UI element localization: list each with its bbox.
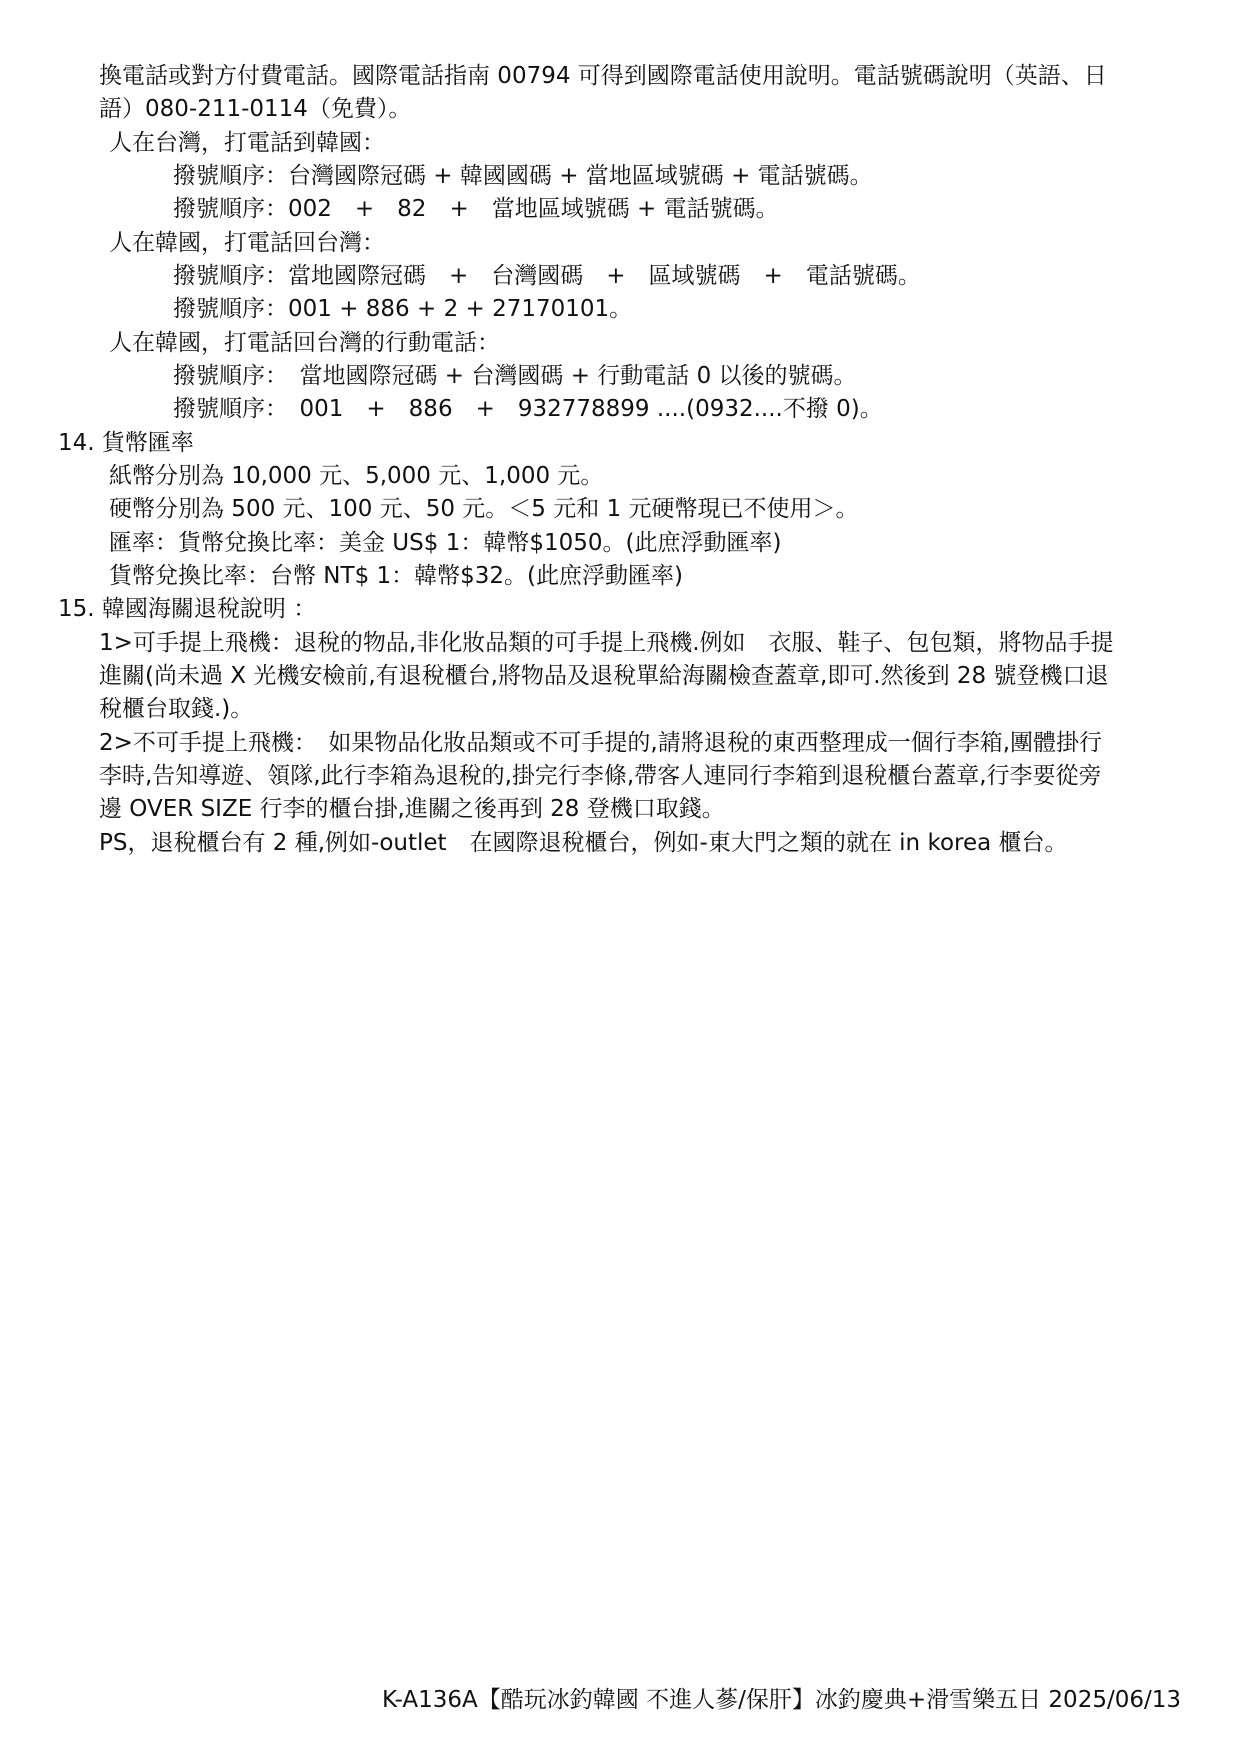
subheading-korea-to-taiwan: 人在韓國，打電話回台灣：	[109, 230, 385, 256]
section-heading-tax-refund: 15. 韓國海關退稅說明 ：	[58, 596, 317, 622]
tax-refund-line: 1>可手提上飛機：退稅的物品,非化妝品類的可手提上飛機.例如 衣服、鞋子、包包類，將物品手提	[99, 630, 1114, 656]
tax-refund-line: 稅櫃台取錢.)。	[99, 696, 254, 722]
dial-sequence-line: 撥號順序：當地國際冠碼 + 台灣國碼 + 區域號碼 + 電話號碼。	[173, 263, 921, 289]
currency-line: 貨幣兌換比率：台幣 NT$ 1：韓幣$32。(此庶浮動匯率)	[109, 563, 683, 589]
page-footer: K-A136A【酷玩冰釣韓國 不進人蔘/保肝】冰釣慶典+滑雪樂五日 2025/06/13	[381, 1687, 1181, 1713]
dial-sequence-line: 撥號順序：台灣國際冠碼 + 韓國國碼 + 當地區域號碼 + 電話號碼。	[173, 163, 873, 189]
currency-line: 匯率：貨幣兌換比率：美金 US$ 1：韓幣$1050。(此庶浮動匯率)	[109, 530, 782, 556]
paragraph-line: 換電話或對方付費電話。國際電話指南 00794 可得到國際電話使用說明。電話號碼說明（英語、日	[99, 63, 1107, 89]
tax-refund-line: 邊 OVER SIZE 行李的櫃台掛,進關之後再到 28 登機口取錢。	[99, 796, 725, 822]
currency-line: 紙幣分別為 10,000 元、5,000 元、1,000 元。	[109, 463, 604, 489]
tax-refund-line: 進關(尚未過 X 光機安檢前,有退稅櫃台,將物品及退稅單給海關檢查蓋章,即可.然後到 28 號登機口退	[99, 663, 1109, 689]
paragraph-line: 語）080-211-0114（免費）。	[99, 96, 412, 122]
tax-refund-line: 2>不可手提上飛機： 如果物品化妝品類或不可手提的,請將退稅的東西整理成一個行李箱,團體掛行	[99, 730, 1103, 756]
tax-refund-line: 李時,告知導遊、領隊,此行李箱為退稅的,掛完行李條,帶客人連同行李箱到退稅櫃台蓋章,行李要從旁	[99, 763, 1102, 789]
dial-sequence-line: 撥號順序：002 + 82 + 當地區域號碼 + 電話號碼。	[173, 196, 779, 222]
subheading-korea-to-taiwan-mobile: 人在韓國，打電話回台灣的行動電話：	[109, 330, 500, 356]
currency-line: 硬幣分別為 500 元、100 元、50 元。＜5 元和 1 元硬幣現已不使用＞。	[109, 496, 859, 522]
dial-sequence-line: 撥號順序：001 + 886 + 2 + 27170101。	[173, 296, 633, 322]
tax-refund-ps-line: PS，退稅櫃台有 2 種,例如-outlet 在國際退稅櫃台，例如-東大門之類的就在 in korea 櫃台。	[99, 830, 1068, 856]
dial-sequence-line: 撥號順序： 當地國際冠碼 + 台灣國碼 + 行動電話 0 以後的號碼。	[173, 363, 857, 389]
dial-sequence-line: 撥號順序： 001 + 886 + 932778899 ....(0932....不撥 0)。	[173, 396, 883, 422]
section-heading-currency: 14. 貨幣匯率	[58, 430, 194, 456]
subheading-taiwan-to-korea: 人在台灣，打電話到韓國：	[109, 130, 385, 156]
